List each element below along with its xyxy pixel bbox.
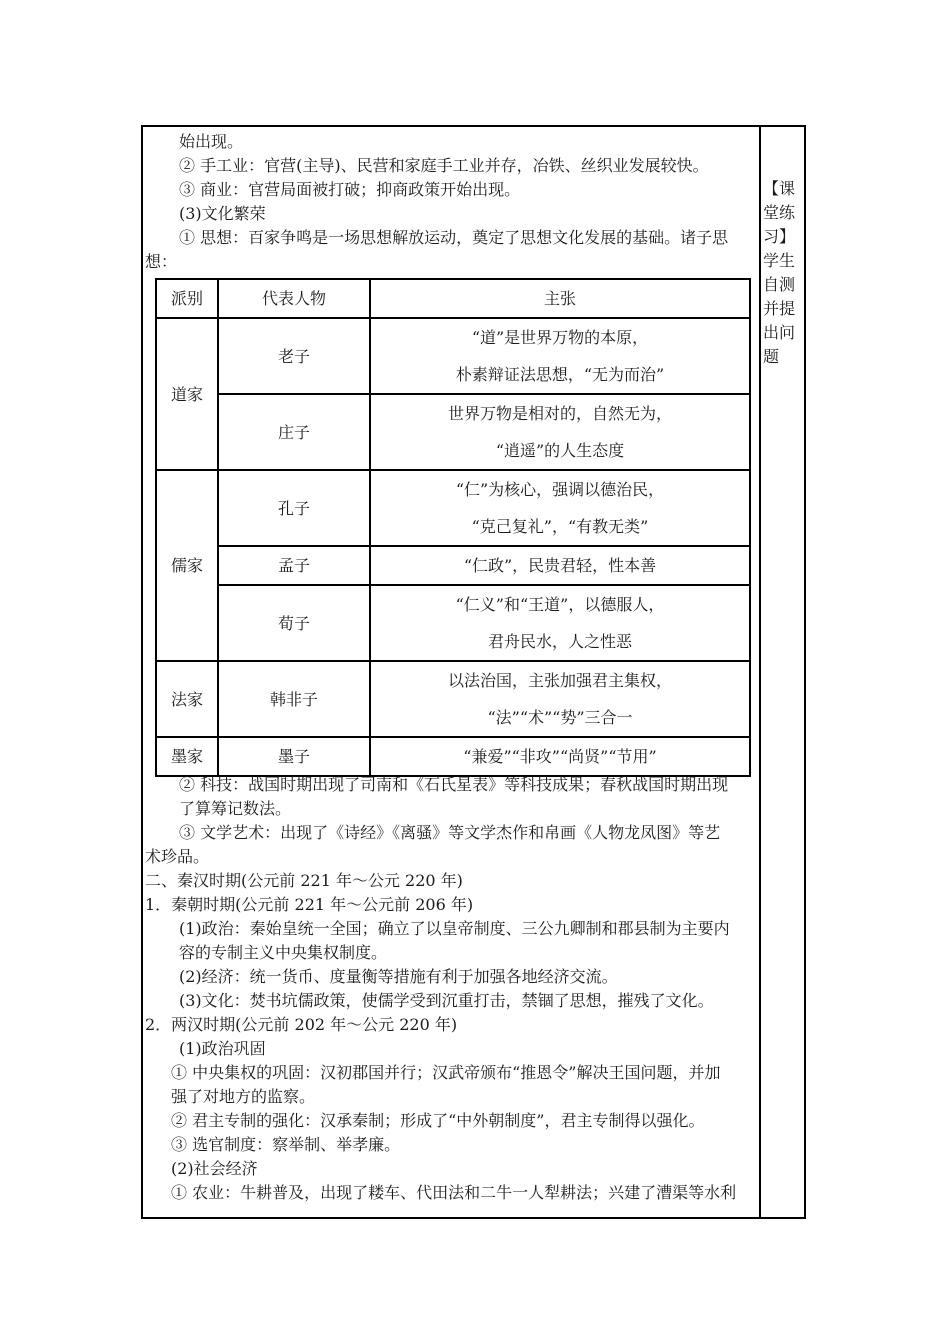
activity-note: 题 (763, 347, 780, 366)
column-header: 主张 (370, 279, 750, 318)
claim-line: “道”是世界万物的本原， (471, 328, 649, 347)
text-line: ③ 商业：官营局面被打破；抑商政策开始出现。 (179, 180, 521, 199)
text-line: ② 君主专制的强化：汉承秦制；形成了“中外朝制度”，君主专制得以强化。 (171, 1111, 705, 1130)
person-name: 孔子 (218, 470, 370, 546)
table-row (156, 661, 750, 737)
table-row (156, 585, 750, 661)
text-line: (2)经济：统一货币、度量衡等措施有利于加强各地经济交流。 (179, 967, 618, 986)
school-name: 法家 (156, 661, 218, 737)
claim-line: 朴素辩证法思想，“无为而治” (455, 365, 665, 384)
text-line: ① 中央集权的巩固：汉初郡国并行；汉武帝颁布“推恩令”解决王国问题，并加 (171, 1063, 721, 1082)
text-line: (1)政治：秦始皇统一全国；确立了以皇帝制度、三公九卿制和郡县制为主要内 (179, 919, 730, 938)
text-line: ① 思想：百家争鸣是一场思想解放运动，奠定了思想文化发展的基础。诸子思 (179, 228, 729, 247)
table-row (156, 318, 750, 394)
claim-line: “克己复礼”，“有教无类” (471, 517, 649, 536)
section-heading: (2)社会经济 (171, 1159, 258, 1178)
claim-line: 以法治国，主张加强君主集权， (447, 671, 672, 690)
claim-line: 君舟民水，人之性恶 (487, 632, 632, 651)
column-header: 派别 (156, 279, 218, 318)
claim-line: “兼爱”“非攻”“尚贤”“节用” (463, 747, 657, 766)
claim-line: “法”“术”“势”三合一 (487, 708, 633, 727)
school-name: 墨家 (156, 737, 218, 776)
table-row (156, 394, 750, 470)
person-name: 韩非子 (218, 661, 370, 737)
hundred-schools-table (155, 278, 751, 777)
section-heading: 二、秦汉时期(公元前 221 年～公元 220 年) (145, 871, 463, 890)
claim-cell (370, 318, 750, 394)
content-column (143, 127, 757, 1217)
activity-note: 学生 (763, 251, 796, 270)
text-line: 了算筹记数法。 (179, 799, 292, 818)
school-name: 道家 (156, 318, 218, 470)
claim-line: “仁政”，民贵君轻，性本善 (463, 556, 657, 575)
table-header-row (156, 279, 750, 318)
person-name: 墨子 (218, 737, 370, 776)
column-header: 代表人物 (218, 279, 370, 318)
text-line: 强了对地方的监察。 (171, 1087, 316, 1106)
activity-label: 堂练 (763, 203, 796, 222)
text-line: 始出现。 (179, 132, 244, 151)
claim-cell (370, 546, 750, 585)
activity-label: 习】 (763, 227, 796, 246)
claim-cell (370, 737, 750, 776)
text-line: ① 农业：牛耕普及，出现了耧车、代田法和二牛一人犁耕法；兴建了漕渠等水利 (171, 1183, 737, 1202)
activity-note: 自测 (763, 275, 796, 294)
text-line: 想： (145, 252, 178, 271)
text-line: ③ 选官制度：察举制、举孝廉。 (171, 1135, 401, 1154)
section-heading: (3)文化繁荣 (179, 204, 266, 223)
section-heading: 1．秦朝时期(公元前 221 年～公元前 206 年) (145, 895, 474, 914)
table-row (156, 737, 750, 776)
section-heading: 2．两汉时期(公元前 202 年～公元 220 年) (145, 1015, 458, 1034)
claim-line: “逍遥”的人生态度 (495, 441, 625, 460)
text-line: 术珍品。 (145, 847, 210, 866)
person-name: 庄子 (218, 394, 370, 470)
text-line: ② 科技：战国时期出现了司南和《石氏星表》等科技成果；春秋战国时期出现 (179, 775, 729, 794)
activity-label: 【课 (763, 179, 796, 198)
claim-line: 世界万物是相对的，自然无为， (447, 404, 672, 423)
claim-cell (370, 585, 750, 661)
claim-cell (370, 394, 750, 470)
section-heading: (1)政治巩固 (179, 1039, 266, 1058)
table-row (156, 470, 750, 546)
claim-line: “仁”为核心，强调以德治民， (455, 480, 665, 499)
text-line: ② 手工业：官营(主导)、民营和家庭手工业并存，冶铁、丝织业发展较快。 (179, 156, 709, 175)
person-name: 孟子 (218, 546, 370, 585)
text-line: ③ 文学艺术：出现了《诗经》《离骚》等文学杰作和帛画《人物龙凤图》等艺 (179, 823, 721, 842)
claim-line: “仁义”和“王道”，以德服人， (455, 595, 665, 614)
claim-cell (370, 661, 750, 737)
column-divider (759, 127, 761, 1217)
person-name: 老子 (218, 318, 370, 394)
activity-note: 并提 (763, 299, 796, 318)
text-line: (3)文化：焚书坑儒政策，使儒学受到沉重打击，禁锢了思想，摧残了文化。 (179, 991, 714, 1010)
activity-note: 出问 (763, 323, 796, 342)
claim-cell (370, 470, 750, 546)
person-name: 荀子 (218, 585, 370, 661)
school-name: 儒家 (156, 470, 218, 661)
lesson-plan-frame (141, 125, 806, 1219)
text-line: 容的专制主义中央集权制度。 (179, 943, 388, 962)
table-row (156, 546, 750, 585)
